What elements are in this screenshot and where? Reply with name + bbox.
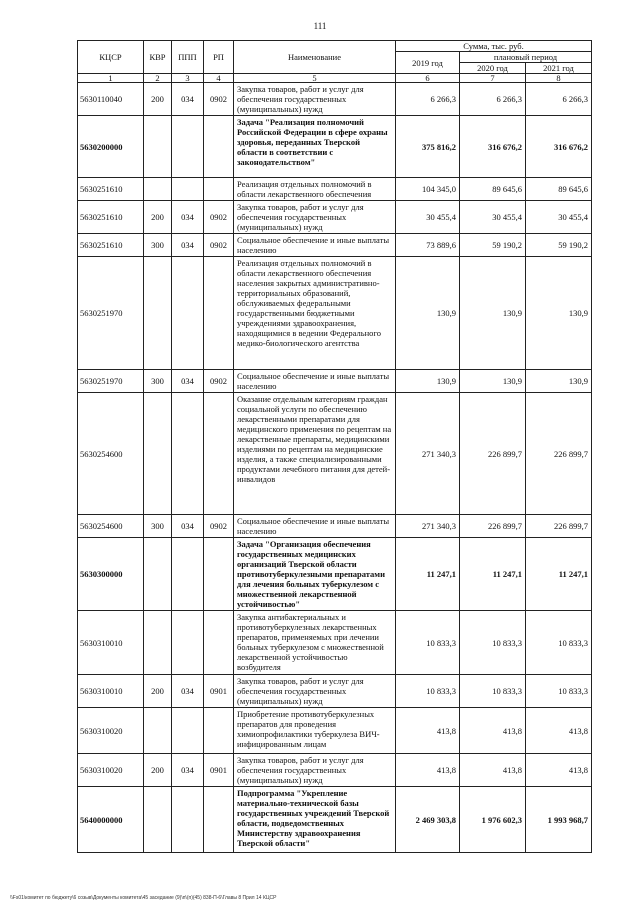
table-row bbox=[78, 708, 592, 754]
row-name: Социальное обеспечение и иные выплаты населению bbox=[234, 515, 396, 538]
table-row bbox=[78, 370, 592, 393]
row-kvr: 200 bbox=[144, 83, 172, 116]
column-number: 6 bbox=[396, 74, 460, 83]
page-number: 111 bbox=[313, 21, 327, 31]
row-rp: 0902 bbox=[204, 201, 234, 234]
row-kvr bbox=[144, 116, 172, 178]
table-row bbox=[78, 178, 592, 201]
row-2021: 10 833,3 bbox=[526, 611, 592, 675]
row-2021: 226 899,7 bbox=[526, 393, 592, 515]
row-2020: 316 676,2 bbox=[460, 116, 526, 178]
row-rp bbox=[204, 393, 234, 515]
row-2019: 413,8 bbox=[396, 708, 460, 754]
row-code: 5630251610 bbox=[78, 178, 144, 201]
row-rp bbox=[204, 787, 234, 853]
header-2019: 2019 год bbox=[396, 52, 460, 74]
table-row bbox=[78, 83, 592, 116]
row-ppp: 034 bbox=[172, 370, 204, 393]
row-2021: 316 676,2 bbox=[526, 116, 592, 178]
header-ppp: ППП bbox=[172, 41, 204, 74]
row-code: 5630110040 bbox=[78, 83, 144, 116]
row-name: Приобретение противотуберкулезных препаратов для проведения химиопрофилактики туберкулеза ВИЧ-инфицированным лицам bbox=[234, 708, 396, 754]
table-row bbox=[78, 611, 592, 675]
row-kvr bbox=[144, 393, 172, 515]
table-row bbox=[78, 201, 592, 234]
row-code: 5640000000 bbox=[78, 787, 144, 853]
row-ppp: 034 bbox=[172, 754, 204, 787]
row-2019: 11 247,1 bbox=[396, 538, 460, 611]
row-kvr: 200 bbox=[144, 754, 172, 787]
row-name: Задача "Организация обеспечения государственных медицинских организаций Тверской области противотуберкулезными препаратами для лечения больных туберкулезом с множественной лекарственной устойчивостью" bbox=[234, 538, 396, 611]
row-2021: 11 247,1 bbox=[526, 538, 592, 611]
row-kvr bbox=[144, 257, 172, 370]
row-2019: 10 833,3 bbox=[396, 675, 460, 708]
row-code: 5630310020 bbox=[78, 754, 144, 787]
row-kvr: 200 bbox=[144, 201, 172, 234]
table-body bbox=[78, 74, 592, 853]
column-number: 3 bbox=[172, 74, 204, 83]
row-name: Закупка товаров, работ и услуг для обеспечения государственных (муниципальных) нужд bbox=[234, 754, 396, 787]
row-code: 5630200000 bbox=[78, 116, 144, 178]
row-name: Закупка товаров, работ и услуг для обеспечения государственных (муниципальных) нужд bbox=[234, 83, 396, 116]
row-kvr: 300 bbox=[144, 234, 172, 257]
row-2021: 413,8 bbox=[526, 708, 592, 754]
row-name: Реализация отдельных полномочий в области лекарственного обеспечения населения закрытых административно-территориальных образований, обслуживаемых федеральными государственными бюджетными учреждениями здравоохранения, находящимися в ведении Федерального медико-биологического агентства bbox=[234, 257, 396, 370]
row-kvr bbox=[144, 708, 172, 754]
row-2020: 10 833,3 bbox=[460, 611, 526, 675]
row-name: Закупка антибактериальных и противотуберкулезных лекарственных препаратов, применяемых при лечении больных туберкулезом с множественной лекарственной устойчивостью возбудителя bbox=[234, 611, 396, 675]
row-ppp: 034 bbox=[172, 675, 204, 708]
row-code: 5630251970 bbox=[78, 257, 144, 370]
row-rp: 0902 bbox=[204, 370, 234, 393]
row-ppp: 034 bbox=[172, 234, 204, 257]
row-name: Закупка товаров, работ и услуг для обеспечения государственных (муниципальных) нужд bbox=[234, 201, 396, 234]
row-kvr bbox=[144, 178, 172, 201]
row-2019: 130,9 bbox=[396, 257, 460, 370]
table-row bbox=[78, 116, 592, 178]
row-2019: 130,9 bbox=[396, 370, 460, 393]
table-row bbox=[78, 787, 592, 853]
row-ppp bbox=[172, 538, 204, 611]
row-code: 5630310010 bbox=[78, 611, 144, 675]
row-2020: 130,9 bbox=[460, 370, 526, 393]
row-2021: 226 899,7 bbox=[526, 515, 592, 538]
row-2021: 130,9 bbox=[526, 257, 592, 370]
row-name: Социальное обеспечение и иные выплаты населению bbox=[234, 234, 396, 257]
row-2019: 30 455,4 bbox=[396, 201, 460, 234]
row-ppp: 034 bbox=[172, 201, 204, 234]
row-2021: 413,8 bbox=[526, 754, 592, 787]
row-kvr bbox=[144, 787, 172, 853]
column-numbers-row bbox=[78, 74, 592, 83]
row-rp: 0902 bbox=[204, 515, 234, 538]
row-2019: 413,8 bbox=[396, 754, 460, 787]
row-name: Социальное обеспечение и иные выплаты населению bbox=[234, 370, 396, 393]
row-code: 5630254600 bbox=[78, 393, 144, 515]
row-code: 5630310010 bbox=[78, 675, 144, 708]
row-2020: 1 976 602,3 bbox=[460, 787, 526, 853]
column-number: 7 bbox=[460, 74, 526, 83]
row-kvr bbox=[144, 538, 172, 611]
row-ppp bbox=[172, 611, 204, 675]
row-2019: 73 889,6 bbox=[396, 234, 460, 257]
file-path-footer: \\Fs01\комитет по бюджету\6 созыв\Документы комитета\45 заседание (9)\п\(п)(45) 838-П-6\Главы 8 Прил 14 КЦСР bbox=[10, 895, 277, 901]
column-number: 4 bbox=[204, 74, 234, 83]
header-2021: 2021 год bbox=[526, 63, 592, 74]
row-2021: 6 266,3 bbox=[526, 83, 592, 116]
row-2019: 271 340,3 bbox=[396, 515, 460, 538]
table-row bbox=[78, 675, 592, 708]
row-code: 5630300000 bbox=[78, 538, 144, 611]
row-2021: 30 455,4 bbox=[526, 201, 592, 234]
row-2019: 10 833,3 bbox=[396, 611, 460, 675]
row-2020: 11 247,1 bbox=[460, 538, 526, 611]
budget-table bbox=[77, 40, 592, 853]
row-rp bbox=[204, 538, 234, 611]
header-rp: РП bbox=[204, 41, 234, 74]
row-code: 5630310020 bbox=[78, 708, 144, 754]
header-kvr: КВР bbox=[144, 41, 172, 74]
row-2019: 2 469 303,8 bbox=[396, 787, 460, 853]
row-2020: 226 899,7 bbox=[460, 515, 526, 538]
row-rp bbox=[204, 708, 234, 754]
table-row bbox=[78, 234, 592, 257]
row-code: 5630251610 bbox=[78, 234, 144, 257]
row-ppp bbox=[172, 393, 204, 515]
row-2019: 271 340,3 bbox=[396, 393, 460, 515]
row-code: 5630254600 bbox=[78, 515, 144, 538]
header-sum: Сумма, тыс. руб. bbox=[396, 41, 592, 52]
row-kvr: 200 bbox=[144, 675, 172, 708]
row-2020: 6 266,3 bbox=[460, 83, 526, 116]
row-code: 5630251970 bbox=[78, 370, 144, 393]
row-2020: 130,9 bbox=[460, 257, 526, 370]
table-row bbox=[78, 393, 592, 515]
row-2021: 1 993 968,7 bbox=[526, 787, 592, 853]
row-name: Закупка товаров, работ и услуг для обеспечения государственных (муниципальных) нужд bbox=[234, 675, 396, 708]
row-rp: 0901 bbox=[204, 675, 234, 708]
row-2020: 413,8 bbox=[460, 708, 526, 754]
header-2020: 2020 год bbox=[460, 63, 526, 74]
table-row bbox=[78, 538, 592, 611]
row-ppp bbox=[172, 708, 204, 754]
table-row bbox=[78, 257, 592, 370]
row-ppp bbox=[172, 787, 204, 853]
row-2020: 226 899,7 bbox=[460, 393, 526, 515]
row-2019: 104 345,0 bbox=[396, 178, 460, 201]
header-name: Наименование bbox=[234, 41, 396, 74]
column-number: 1 bbox=[78, 74, 144, 83]
row-2021: 89 645,6 bbox=[526, 178, 592, 201]
header-kcsr: КЦСР bbox=[78, 41, 144, 74]
row-kvr: 300 bbox=[144, 370, 172, 393]
row-rp bbox=[204, 116, 234, 178]
row-name: Задача "Реализация полномочий Российской Федерации в сфере охраны здоровья, переданных Тверской области в соответствии с законодательством" bbox=[234, 116, 396, 178]
table-row bbox=[78, 515, 592, 538]
row-name: Оказание отдельным категориям граждан социальной услуги по обеспечению лекарственными препаратами для медицинского применения по рецептам на лекарственные препараты, медицинскими изделиями по рецептам на медицинские изделия, а также специализированными продуктами лечебного питания для детей-инвалидов bbox=[234, 393, 396, 515]
row-2019: 375 816,2 bbox=[396, 116, 460, 178]
row-rp bbox=[204, 611, 234, 675]
row-rp: 0901 bbox=[204, 754, 234, 787]
row-2019: 6 266,3 bbox=[396, 83, 460, 116]
row-rp bbox=[204, 257, 234, 370]
row-kvr bbox=[144, 611, 172, 675]
row-2020: 10 833,3 bbox=[460, 675, 526, 708]
row-rp: 0902 bbox=[204, 234, 234, 257]
row-2021: 130,9 bbox=[526, 370, 592, 393]
row-2020: 59 190,2 bbox=[460, 234, 526, 257]
row-name: Реализация отдельных полномочий в области лекарственного обеспечения bbox=[234, 178, 396, 201]
row-2021: 59 190,2 bbox=[526, 234, 592, 257]
row-2021: 10 833,3 bbox=[526, 675, 592, 708]
row-kvr: 300 bbox=[144, 515, 172, 538]
row-name: Подпрограмма "Укрепление материально-технической базы государственных учреждений Тверской области, подведомственных Министерству здравоохранения Тверской области" bbox=[234, 787, 396, 853]
row-ppp: 034 bbox=[172, 83, 204, 116]
row-2020: 30 455,4 bbox=[460, 201, 526, 234]
row-rp bbox=[204, 178, 234, 201]
row-rp: 0902 bbox=[204, 83, 234, 116]
row-ppp bbox=[172, 257, 204, 370]
row-2020: 413,8 bbox=[460, 754, 526, 787]
column-number: 8 bbox=[526, 74, 592, 83]
row-ppp: 034 bbox=[172, 515, 204, 538]
header-planned: плановый период bbox=[460, 52, 592, 63]
column-number: 2 bbox=[144, 74, 172, 83]
column-number: 5 bbox=[234, 74, 396, 83]
row-code: 5630251610 bbox=[78, 201, 144, 234]
table-row bbox=[78, 754, 592, 787]
row-ppp bbox=[172, 178, 204, 201]
row-ppp bbox=[172, 116, 204, 178]
row-2020: 89 645,6 bbox=[460, 178, 526, 201]
